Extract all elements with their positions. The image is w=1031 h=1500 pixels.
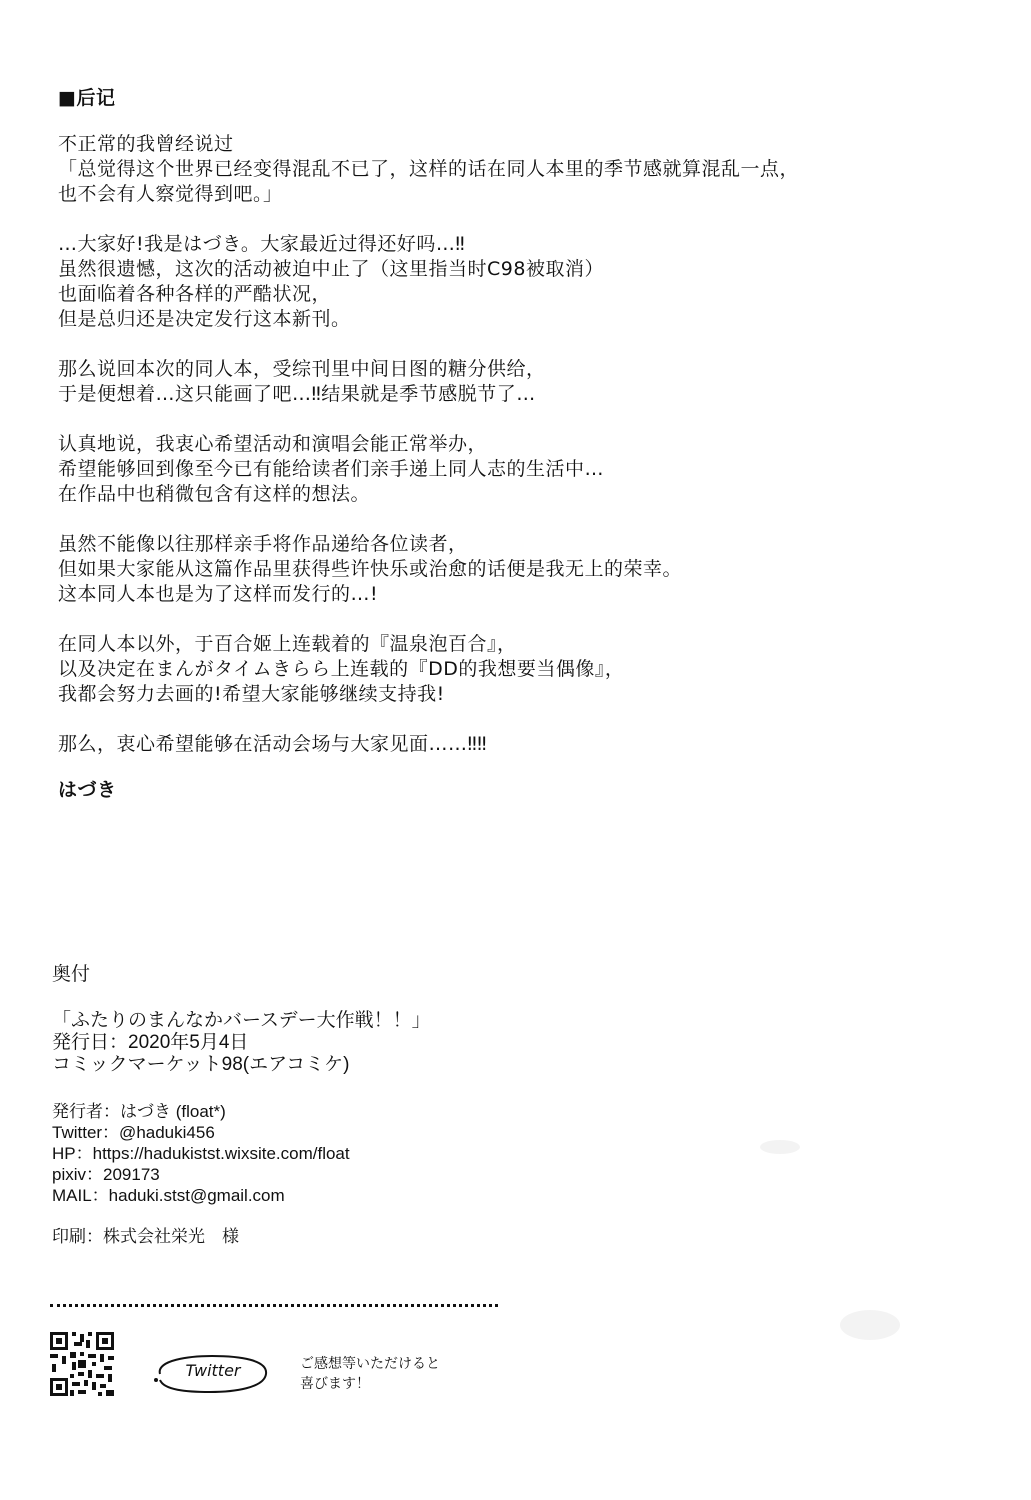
colophon <box>52 962 752 1248</box>
afterword-paragraph <box>58 432 958 507</box>
feedback-line: ご感想等いただけると <box>300 1356 440 1372</box>
homepage-url: HP：https://hadukistst.wixsite.com/float <box>52 1144 350 1163</box>
paper-smudge <box>760 1140 800 1154</box>
afterword <box>58 86 958 803</box>
publisher-name: 発行者：はづき (float*) <box>52 1102 226 1121</box>
afterword-line: 这本同人本也是为了这样而发行的…! <box>58 583 379 605</box>
afterword-line: 也面临着各种各样的严酷状况， <box>58 283 332 305</box>
afterword-line: 但是总归还是决定发行这本新刊。 <box>58 308 351 330</box>
afterword-paragraph <box>58 232 958 332</box>
email-address: MAIL：haduki.stst@gmail.com <box>52 1186 285 1205</box>
afterword-line: 在同人本以外，于百合姬上连载着的『温泉泡百合』， <box>58 633 517 655</box>
publisher-info <box>52 1101 752 1206</box>
book-title: 「ふたりのまんなかバースデー大作戦！！」 <box>52 1010 431 1031</box>
publish-date: 発行日：2020年5月4日 <box>52 1032 249 1053</box>
pixiv-id: pixiv：209173 <box>52 1165 160 1184</box>
afterword-paragraph <box>58 132 958 207</box>
event-name: コミックマーケット98(エアコミケ) <box>52 1054 350 1075</box>
afterword-line: 我都会努力去画的!希望大家能够继续支持我! <box>58 683 445 705</box>
afterword-line: …大家好!我是はづき。大家最近过得还好吗…‼ <box>58 233 466 255</box>
feedback-line: 喜びます！ <box>300 1376 370 1392</box>
author-signature: はづき <box>58 779 117 801</box>
afterword-line: 但如果大家能从这篇作品里获得些许快乐或治愈的话便是我无上的荣幸。 <box>58 558 683 580</box>
twitter-badge <box>150 1350 270 1396</box>
afterword-line: 不正常的我曾经说过 <box>58 133 234 155</box>
afterword-line: 希望能够回到像至今已有能给读者们亲手递上同人志的生活中… <box>58 458 605 480</box>
afterword-paragraph <box>58 632 958 707</box>
afterword-line: 也不会有人察觉得到吧。」 <box>58 183 283 205</box>
qr-code-icon <box>48 1330 116 1398</box>
twitter-handle: Twitter：@haduki456 <box>52 1123 215 1142</box>
afterword-line: 于是便想着…这只能画了吧…‼结果就是季节感脱节了… <box>58 383 536 405</box>
afterword-line: 虽然很遗憾，这次的活动被迫中止了（这里指当时C98被取消） <box>58 258 604 280</box>
paper-smudge <box>840 1310 900 1340</box>
afterword-line: 以及决定在まんがタイムきらら上连载的『DD的我想要当偶像』， <box>58 658 625 680</box>
printer-info: 印刷：株式会社栄光 様 <box>52 1227 239 1246</box>
afterword-signoff: 那么，衷心希望能够在活动会场与大家见面……‼‼ <box>58 733 487 755</box>
afterword-line: 在作品中也稍微包含有这样的想法。 <box>58 483 371 505</box>
afterword-paragraph <box>58 357 958 407</box>
dotted-divider <box>50 1304 498 1307</box>
twitter-badge-label: Twitter <box>185 1361 241 1380</box>
feedback-note <box>300 1354 500 1394</box>
afterword-line: 虽然不能像以往那样亲手将作品递给各位读者， <box>58 533 468 555</box>
afterword-line: 那么说回本次的同人本，受综刊里中间日图的糖分供给， <box>58 358 546 380</box>
afterword-line: 「总觉得这个世界已经变得混乱不已了，这样的话在同人本里的季节感就算混乱一点， <box>58 158 800 180</box>
afterword-paragraph <box>58 532 958 607</box>
afterword-title: ■后记 <box>58 87 116 109</box>
colophon-heading: 奥付 <box>52 964 91 985</box>
afterword-line: 认真地说，我衷心希望活动和演唱会能正常举办， <box>58 433 488 455</box>
